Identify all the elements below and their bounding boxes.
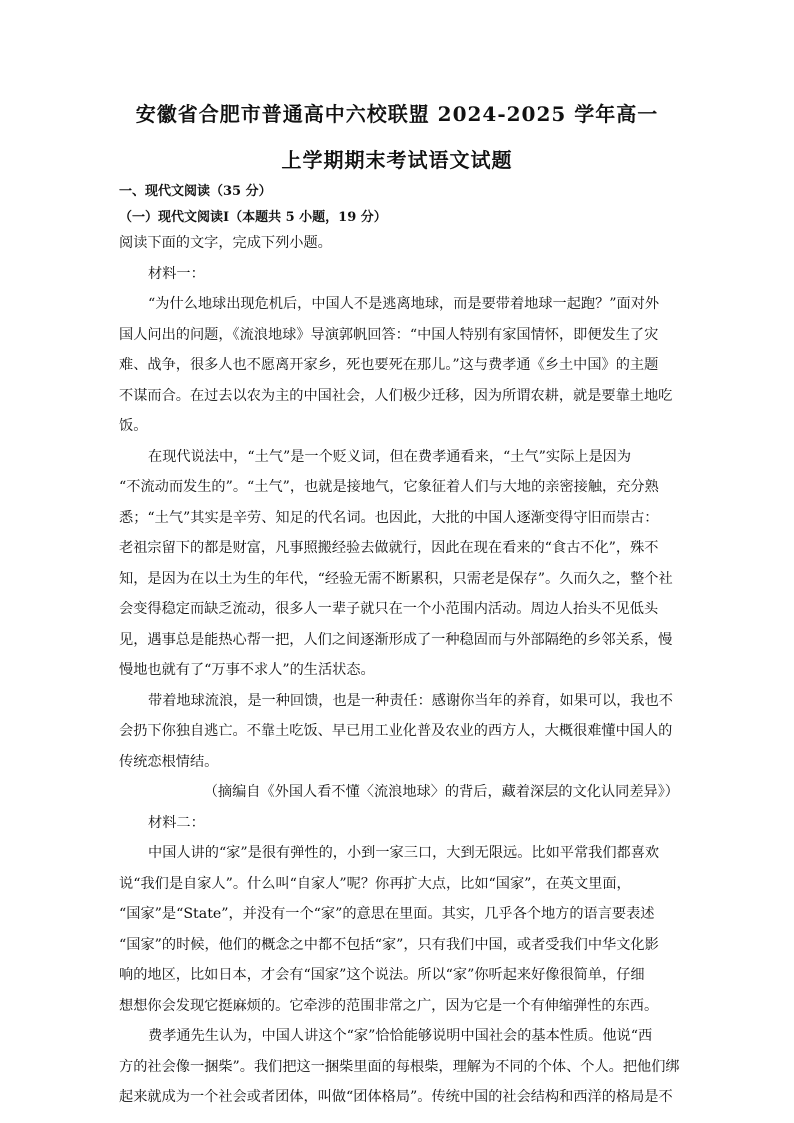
text-line: 见，遇事总是能热心帮一把，人们之间逐渐形成了一种稳固而与外部隔绝的乡邻关系，慢 [119, 631, 673, 648]
text-line: 带着地球流浪，是一种回馈，也是一种责任：感谢你当年的养育，如果可以，我也不 [148, 692, 673, 709]
text-line: 阅读下面的文字，完成下列小题。 [119, 235, 332, 251]
text-line: 会变得稳定而缺乏流动，很多人一辈子就只在一个小范围内活动。周边人抬头不见低头 [119, 601, 659, 617]
text-line: 费孝通先生认为，中国人讲这个“家”恰恰能够说明中国社会的基本性质。他说“西 [148, 1028, 653, 1044]
section-heading: 一、现代文阅读（35 分） [119, 184, 272, 199]
text-line: 慢地也就有了“万事不求人”的生活状态。 [119, 662, 375, 678]
text-line: 说“我们是自家人”。什么叫“自家人”呢？你再扩大点，比如“国家”，在英文里面， [119, 875, 631, 892]
text-line: 不谋而合。在过去以农为主的中国社会，人们极少迁移，因为所谓农耕，就是要靠土地吃 [119, 387, 673, 404]
text-line: 难、战争，很多人也不愿离开家乡，死也要死在那儿。”这与费孝通《乡土中国》的主题 [119, 357, 659, 373]
text-line: 饭。 [119, 418, 148, 434]
subsection-heading: （一）现代文阅读Ⅰ（本题共 5 小题，19 分） [119, 210, 387, 225]
title-line-2: 上学期期末考试语文试题 [281, 148, 513, 172]
title-line-1: 安徽省合肥市普通高中六校联盟 2024-2025 学年高一 [135, 102, 659, 126]
text-line: “国家”的时候，他们的概念之中都不包括“家”，只有我们中国，或者受我们中华文化影 [119, 936, 659, 953]
text-line: 想想你会发现它挺麻烦的。它牵涉的范围非常之广，因为它是一个有伸缩弹性的东西。 [119, 997, 659, 1014]
text-line: 会扔下你独自逃亡。不靠土吃饭、早已用工业化普及农业的西方人，大概很难懂中国人的 [119, 723, 673, 739]
text-line: “为什么地球出现危机后，中国人不是逃离地球，而是要带着地球一起跑？”面对外 [148, 296, 660, 312]
text-line: 国人问出的问题，《流浪地球》导演郭帆回答：“中国人特别有家国情怀，即便发生了灾 [119, 326, 659, 343]
text-line: 在现代说法中，“土气”是一个贬义词，但在费孝通看来，“土气”实际上是因为 [148, 448, 632, 465]
text-line: 悉；“土气”其实是辛劳、知足的代名词。也因此，大批的中国人逐渐变得守旧而崇古： [119, 509, 659, 526]
text-line: 材料二： [148, 814, 205, 831]
text-line: 起来就成为一个社会或者团体，叫做“团体格局”。传统中国的社会结构和西洋的格局是不 [119, 1089, 673, 1105]
text-line: “国家”是“State”，并没有一个“家”的意思在里面。其实，几乎各个地方的语言要表述 [119, 906, 655, 922]
text-line: 方的社会像一捆柴”。我们把这一捆柴里面的每根柴，理解为不同的个体、个人。把他们绑 [119, 1058, 680, 1075]
text-line: 响的地区，比如日本，才会有“国家”这个说法。所以“家”你听起来好像很简单，仔细 [119, 967, 645, 983]
source-citation: （摘编自《外国人看不懂〈流浪地球〉的背后，藏着深层的文化认同差异》） [203, 784, 679, 800]
text-line: 材料一： [148, 265, 205, 282]
text-line: “不流动而发生的”。“土气”，也就是接地气，它象征着人们与大地的亲密接触，充分熟 [119, 479, 659, 495]
text-line: 老祖宗留下的都是财富，凡事照搬经验去做就行，因此在现在看来的“食古不化”，殊不 [119, 540, 659, 556]
passage-body [119, 228, 679, 1113]
text-line: 中国人讲的“家”是很有弹性的，小到一家三口，大到无限远。比如平常我们都喜欢 [148, 845, 660, 861]
text-line: 传统恋根情结。 [119, 753, 219, 770]
text-line: 知，是因为在以土为生的年代，“经验无需不断累积，只需老是保存”。久而久之，整个社 [119, 570, 673, 587]
